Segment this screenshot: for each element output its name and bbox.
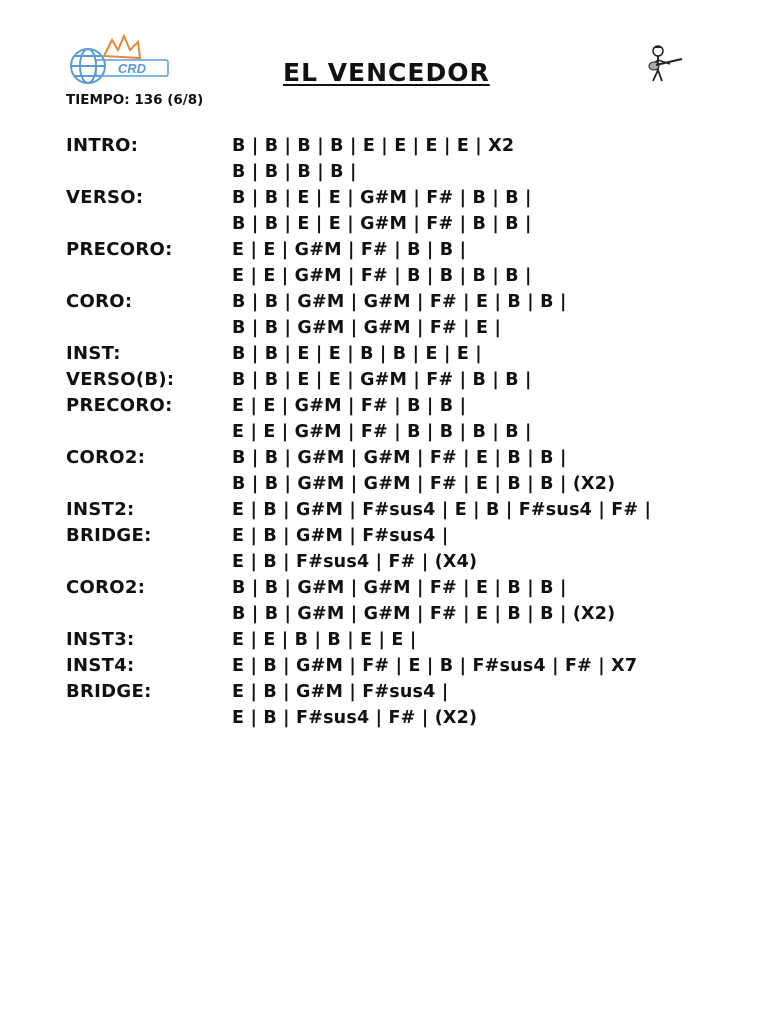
chord-progression: B | B | E | E | G#M | F# | B | B |: [232, 370, 532, 390]
chord-row: [66, 523, 706, 549]
section-label: INST3:: [66, 629, 135, 650]
section-label: [66, 211, 232, 237]
section-label: CORO2:: [66, 447, 146, 468]
chord-progression: B | B | B | B |: [232, 162, 357, 182]
chord-row: [66, 601, 706, 627]
chord-sheet: [66, 133, 706, 731]
chord-row: [66, 289, 706, 315]
section-label: PRECORO:: [66, 395, 173, 416]
chord-progression: B | B | G#M | G#M | F# | E | B | B | (X2): [232, 474, 616, 494]
chord-progression: B | B | E | E | B | B | E | E |: [232, 344, 482, 364]
chord-row: [66, 393, 706, 419]
section-label: BRIDGE:: [66, 681, 152, 702]
chord-progression: B | B | G#M | G#M | F# | E | B | B | (X2): [232, 604, 616, 624]
chord-progression: E | B | G#M | F#sus4 |: [232, 682, 449, 702]
section-label: [66, 419, 232, 445]
chord-row: [66, 445, 706, 471]
chord-row: [66, 133, 706, 159]
chord-progression: E | E | B | B | E | E |: [232, 630, 417, 650]
section-label: VERSO(B):: [66, 369, 175, 390]
chord-row: [66, 471, 706, 497]
page-title: EL VENCEDOR: [283, 58, 490, 87]
section-label: INST:: [66, 343, 121, 364]
chord-row: [66, 341, 706, 367]
chord-row: [66, 627, 706, 653]
globe-icon: [71, 49, 105, 83]
chord-progression: E | B | F#sus4 | F# | (X2): [232, 708, 478, 728]
section-label: [66, 263, 232, 289]
chord-progression: B | B | G#M | G#M | F# | E | B | B |: [232, 578, 567, 598]
chord-row: [66, 159, 706, 185]
chord-progression: E | E | G#M | F# | B | B | B | B |: [232, 266, 532, 286]
chord-progression: B | B | G#M | G#M | F# | E | B | B |: [232, 448, 567, 468]
chord-progression: B | B | G#M | G#M | F# | E | B | B |: [232, 292, 567, 312]
section-label: INST4:: [66, 655, 135, 676]
chord-row: [66, 549, 706, 575]
chord-row: [66, 211, 706, 237]
chord-row: [66, 679, 706, 705]
section-label: [66, 705, 232, 731]
section-label: BRIDGE:: [66, 525, 152, 546]
section-label: PRECORO:: [66, 239, 173, 260]
chord-progression: E | E | G#M | F# | B | B |: [232, 240, 467, 260]
guitarist-icon: [640, 44, 688, 84]
chord-row: [66, 705, 706, 731]
chord-row: [66, 367, 706, 393]
section-label: INST2:: [66, 499, 135, 520]
chord-progression: E | B | G#M | F#sus4 | E | B | F#sus4 | F# |: [232, 500, 652, 520]
section-label: INTRO:: [66, 135, 139, 156]
section-label: [66, 471, 232, 497]
section-label: [66, 601, 232, 627]
chord-progression: E | B | G#M | F#sus4 |: [232, 526, 449, 546]
section-label: CORO2:: [66, 577, 146, 598]
logo-text: CRD: [117, 61, 147, 76]
chord-row: [66, 315, 706, 341]
chord-row: [66, 185, 706, 211]
chord-progression: B | B | B | B | E | E | E | E | X2: [232, 136, 515, 156]
chord-progression: B | B | E | E | G#M | F# | B | B |: [232, 188, 532, 208]
chord-row: [66, 653, 706, 679]
chord-row: [66, 263, 706, 289]
chord-row: [66, 497, 706, 523]
section-label: [66, 549, 232, 575]
chord-progression: B | B | E | E | G#M | F# | B | B |: [232, 214, 532, 234]
chord-progression: E | B | F#sus4 | F# | (X4): [232, 552, 478, 572]
chord-progression: B | B | G#M | G#M | F# | E |: [232, 318, 502, 338]
flame-icon: [104, 36, 140, 58]
chord-row: [66, 419, 706, 445]
chord-progression: E | E | G#M | F# | B | B |: [232, 396, 467, 416]
chord-progression: E | E | G#M | F# | B | B | B | B |: [232, 422, 532, 442]
section-label: VERSO:: [66, 187, 144, 208]
tempo-label: TIEMPO: 136 (6/8): [66, 92, 204, 108]
section-label: [66, 159, 232, 185]
crd-logo: [66, 32, 172, 86]
chord-progression: E | B | G#M | F# | E | B | F#sus4 | F# | X7: [232, 656, 638, 676]
section-label: CORO:: [66, 291, 133, 312]
section-label: [66, 315, 232, 341]
chord-row: [66, 575, 706, 601]
chord-row: [66, 237, 706, 263]
